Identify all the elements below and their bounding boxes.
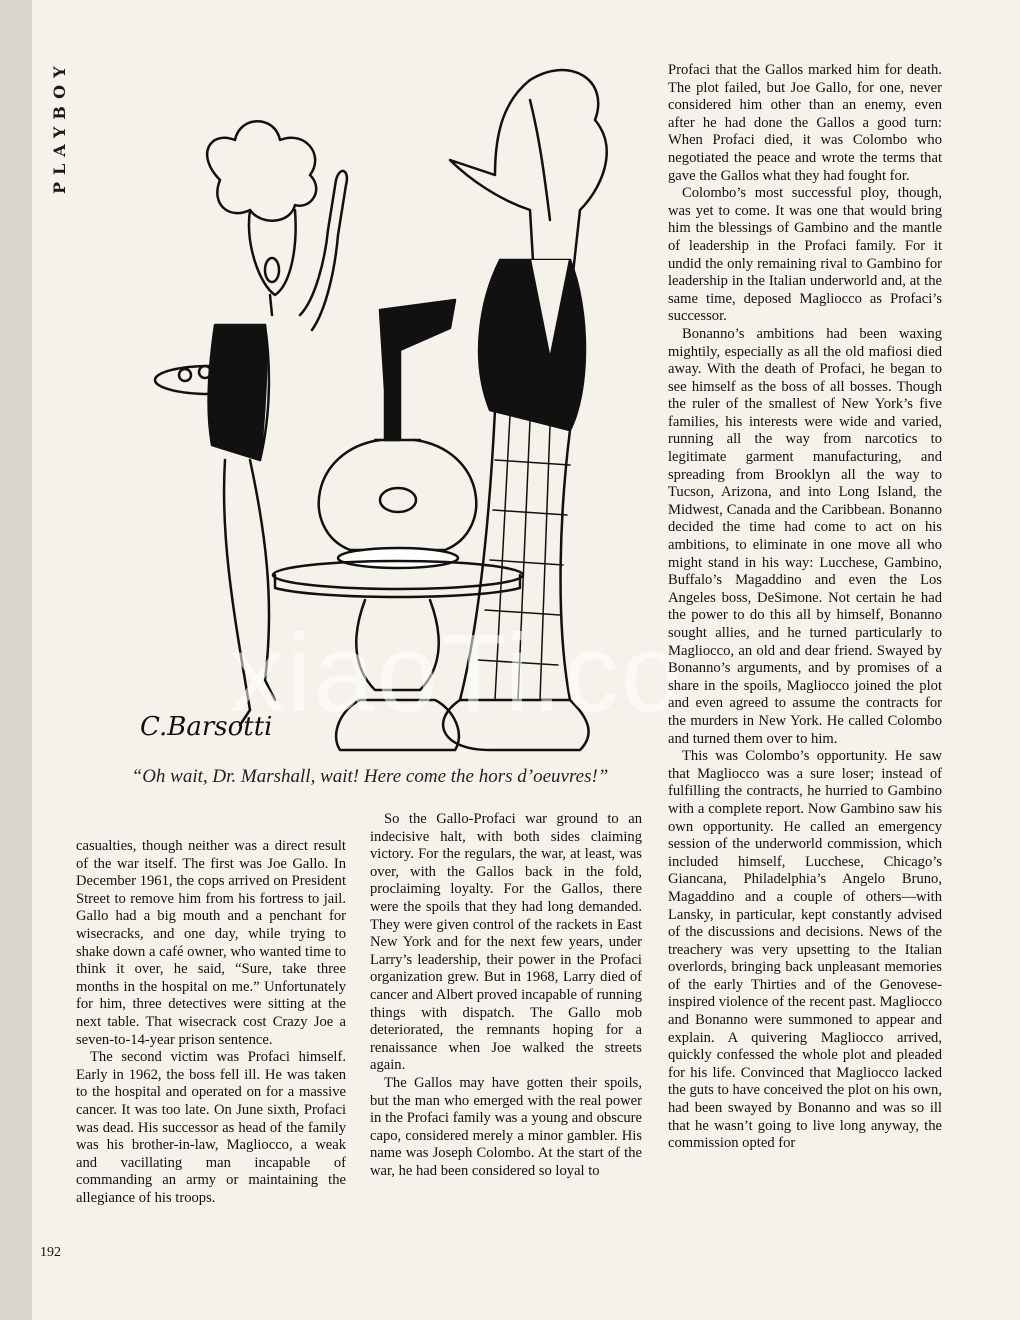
paragraph: Bonanno’s ambitions had been waxing mightily, especially as all the old mafiosi died away. With the death of Profaci, he began to see himself as the boss of all bosses. Though the ruler of the smallest of New York’s five families, his interests were wide and varied, running all the way from narcotics to legitimate garment manufacturing, and spreading from Brooklyn all the way to Tucson, Arizona, and into Long Island, the Midwest, Canada and the Caribbean. Bonanno decided the time had come to act on his ambitions, to eliminate in one move all who might stand in his way: Lucchese, Gambino, Buffalo’s Magaddino and even the Los Angeles boss, DeSimone. Not certain he had the power to do this all by himself, Bonanno sought allies, and he turned particularly to Magliocco, an old and dear friend. Swayed by Bonanno’s arguments, and by promises of a share in the spoils, Magliocco joined the plot and even agreed to assume the contracts for the murders in New York. He called Colombo and turned them over to him.	[668, 325, 942, 747]
fishbowl	[319, 440, 477, 550]
text-column-1	[76, 838, 346, 1207]
paragraph: The second victim was Profaci himself. Early in 1962, the boss fell ill. He was taken to the hospital and operated on for a massive cancer. It was too late. On June sixth, Profaci was dead. His successor as head of the family was his brother-in-law, Magliocco, a weak and vacillating man incapable of commanding an army or maintaining the allegiance of his troops.	[76, 1049, 346, 1206]
doctor-jacket	[479, 260, 585, 430]
masthead: PLAYBOY	[50, 59, 69, 195]
woman-mouth	[265, 258, 279, 282]
woman-arm	[300, 171, 347, 330]
page-number: 192	[40, 1245, 61, 1260]
woman-hair	[207, 121, 316, 220]
paragraph: Colombo’s most successful ploy, though, was yet to come. It was one that would bring him the blessings of Gambino and the mantle of leadership in the Profaci family. For it undid the only remaining rival to Gambino for leadership in the Italian underworld and, at the same time, deposed Magliocco as Profaci’s successor.	[668, 185, 942, 325]
cartoon-caption: “Oh wait, Dr. Marshall, wait! Here come the hors d’oeuvres!”	[131, 766, 609, 787]
text-column-2	[370, 811, 642, 1180]
watermark: xiaoTi.co	[230, 612, 685, 735]
paragraph: casualties, though neither was a direct result of the war itself. The first was Joe Gallo. In December 1961, the cops arrived on President Street to remove him from his fortress to jail. Gallo had a big mouth and a penchant for wisecracks, and one day, while trying to shake down a café owner, who wanted time to think it over, he said, “Sure, take three months in the hospital on me.” Unfortunately for him, three detectives were sitting at the next table. That wisecrack cost Crazy Joe a seven-to-14-year prison sentence.	[76, 838, 346, 1048]
paragraph: So the Gallo-Profaci war ground to an indecisive halt, with both sides claiming victory. For the regulars, the war, at least, was over, with the Gallos back in the fold, proclaiming loyalty. For the Gallos, there were the spoils that they had long demanded. They were given control of the rackets in East New York and for the next few years, under Larry’s leadership, their power in the Profaci organization grew. But in 1968, Larry died of cancer and Albert proved incapable of running things with dispatch. The Gallo mob deteriorated, the remnants hoping for a renaissance when Joe walked the streets again.	[370, 811, 642, 1074]
paragraph: The Gallos may have gotten their spoils, but the man who emerged with the real power in the Profaci family was a young and obscure capo, considered merely a minor gambler. His name was Joseph Colombo. At the start of the war, he had been considered so loyal to	[370, 1074, 642, 1179]
text-column-3	[668, 62, 942, 1153]
artist-signature: C.Barsotti	[140, 712, 273, 742]
doctor-arm	[380, 300, 455, 440]
paragraph: This was Colombo’s opportunity. He saw that Magliocco was a sure loser; instead of fulfilling the contracts, he hurried to Gambino with a complete report. Now Gambino saw his own opportunity. He called an emergency session of the underworld commission, which included himself, Lucchese, Chicago’s Giancana, Philadelphia’s Angelo Bruno, Magaddino and a couple of others—with Lansky, in particular, kept constantly advised of the discussions and decisions. News of the treachery was very upsetting to the Italian overlords, bringing back unpleasant memories of the early Thirties and of the Genovese-inspired violence of the recent past. Magliocco and Bonanno were summoned to appear and explain. A quivering Magliocco arrived, quickly confessed the whole plot and pleaded for his life. Convinced that Magliocco lacked the guts to have conceived the plot on his own, had been swayed by Bonanno and was so ill that he wasn’t going to live long anyway, the commission opted for	[668, 748, 942, 1152]
goldfish	[380, 488, 416, 512]
paragraph: Profaci that the Gallos marked him for death. The plot failed, but Joe Gallo, for one, never considered him other than an enemy, even after he had done the Gallos a good turn: When Profaci died, it was Colombo who negotiated the peace and wrote the terms that gave the Gallos what they had fought for.	[668, 62, 942, 184]
